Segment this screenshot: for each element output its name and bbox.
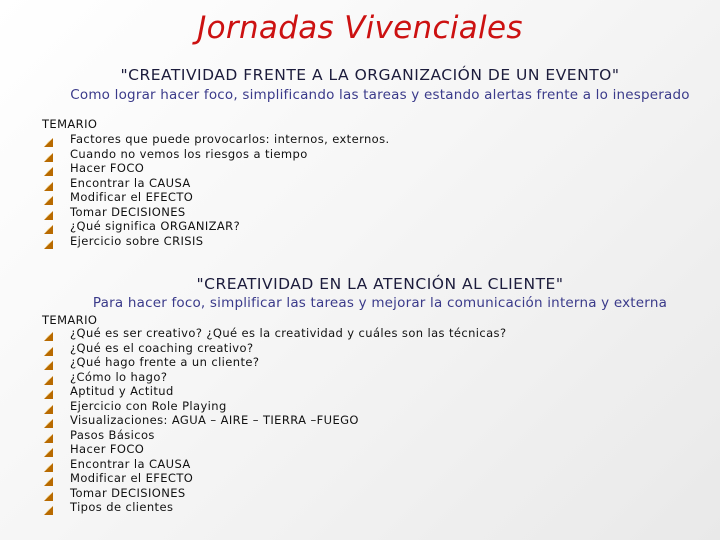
list-item-text: Hacer FOCO [70, 442, 145, 456]
list-item-text: Cuando no vemos los riesgos a tiempo [70, 146, 308, 161]
list-item-text: ¿Cómo lo hago? [70, 369, 168, 384]
arrow-bullet-icon [44, 359, 53, 368]
section-subtitle-cliente: Para hacer foco, simplificar las tareas y mejorar la comunicación interna y externa [92, 295, 668, 311]
arrow-bullet-icon [44, 209, 53, 218]
temario-label: TEMARIO [42, 117, 98, 131]
arrow-bullet-icon [44, 461, 53, 470]
arrow-bullet-icon [44, 194, 53, 203]
list-item-text: Modificar el EFECTO [70, 190, 194, 204]
arrow-bullet-icon [44, 345, 53, 354]
section-subtitle-evento: Como lograr hacer foco, simplificando las tareas y estando alertas frente a lo inesperado [70, 87, 690, 103]
arrow-bullet-icon [44, 136, 53, 145]
arrow-bullet-icon [44, 330, 53, 339]
list-item-text: ¿Qué es ser creativo? ¿Qué es la creatividad y cuáles son las técnicas? [70, 326, 507, 340]
arrow-bullet-icon [44, 223, 53, 232]
arrow-bullet-icon [44, 151, 53, 160]
arrow-bullet-icon [44, 475, 53, 484]
list-item-text: Tomar DECISIONES [70, 485, 186, 500]
arrow-bullet-icon [44, 374, 53, 383]
list-item-text: Hacer FOCO [70, 161, 145, 175]
section-title-evento: "CREATIVIDAD FRENTE A LA ORGANIZACIÓN DE UN EVENTO" [120, 66, 620, 84]
list-item-text: Encontrar la CAUSA [70, 456, 191, 471]
list-item-text: Tomar DECISIONES [70, 204, 186, 219]
list-item-text: Pasos Básicos [70, 427, 155, 442]
list-item-text: Ejercicio sobre CRISIS [70, 233, 204, 248]
arrow-bullet-icon [44, 417, 53, 426]
arrow-bullet-icon [44, 165, 53, 174]
temario-label: TEMARIO [42, 313, 98, 327]
list-item-text: ¿Qué hago frente a un cliente? [70, 355, 260, 369]
list-item-text: Factores que puede provocarlos: internos, externos. [70, 132, 390, 146]
arrow-bullet-icon [44, 238, 53, 247]
list-item-text: Encontrar la CAUSA [70, 175, 191, 190]
list-item-text: ¿Qué es el coaching creativo? [70, 340, 254, 355]
list-item-text: Tipos de clientes [70, 500, 174, 514]
arrow-bullet-icon [44, 490, 53, 499]
list-item-text: ¿Qué significa ORGANIZAR? [70, 219, 241, 233]
section-title-cliente: "CREATIVIDAD EN LA ATENCIÓN AL CLIENTE" [196, 275, 564, 293]
arrow-bullet-icon [44, 388, 53, 397]
arrow-bullet-icon [44, 504, 53, 513]
list-item-text: Modificar el EFECTO [70, 471, 194, 485]
list-item-text: Visualizaciones: AGUA – AIRE – TIERRA –FUEGO [70, 413, 359, 427]
list-item-text: Ejercicio con Role Playing [70, 398, 227, 413]
slide-title: Jornadas Vivenciales [197, 10, 523, 46]
arrow-bullet-icon [44, 403, 53, 412]
arrow-bullet-icon [44, 180, 53, 189]
arrow-bullet-icon [44, 446, 53, 455]
arrow-bullet-icon [44, 432, 53, 441]
list-item-text: Aptitud y Actitud [70, 384, 174, 398]
